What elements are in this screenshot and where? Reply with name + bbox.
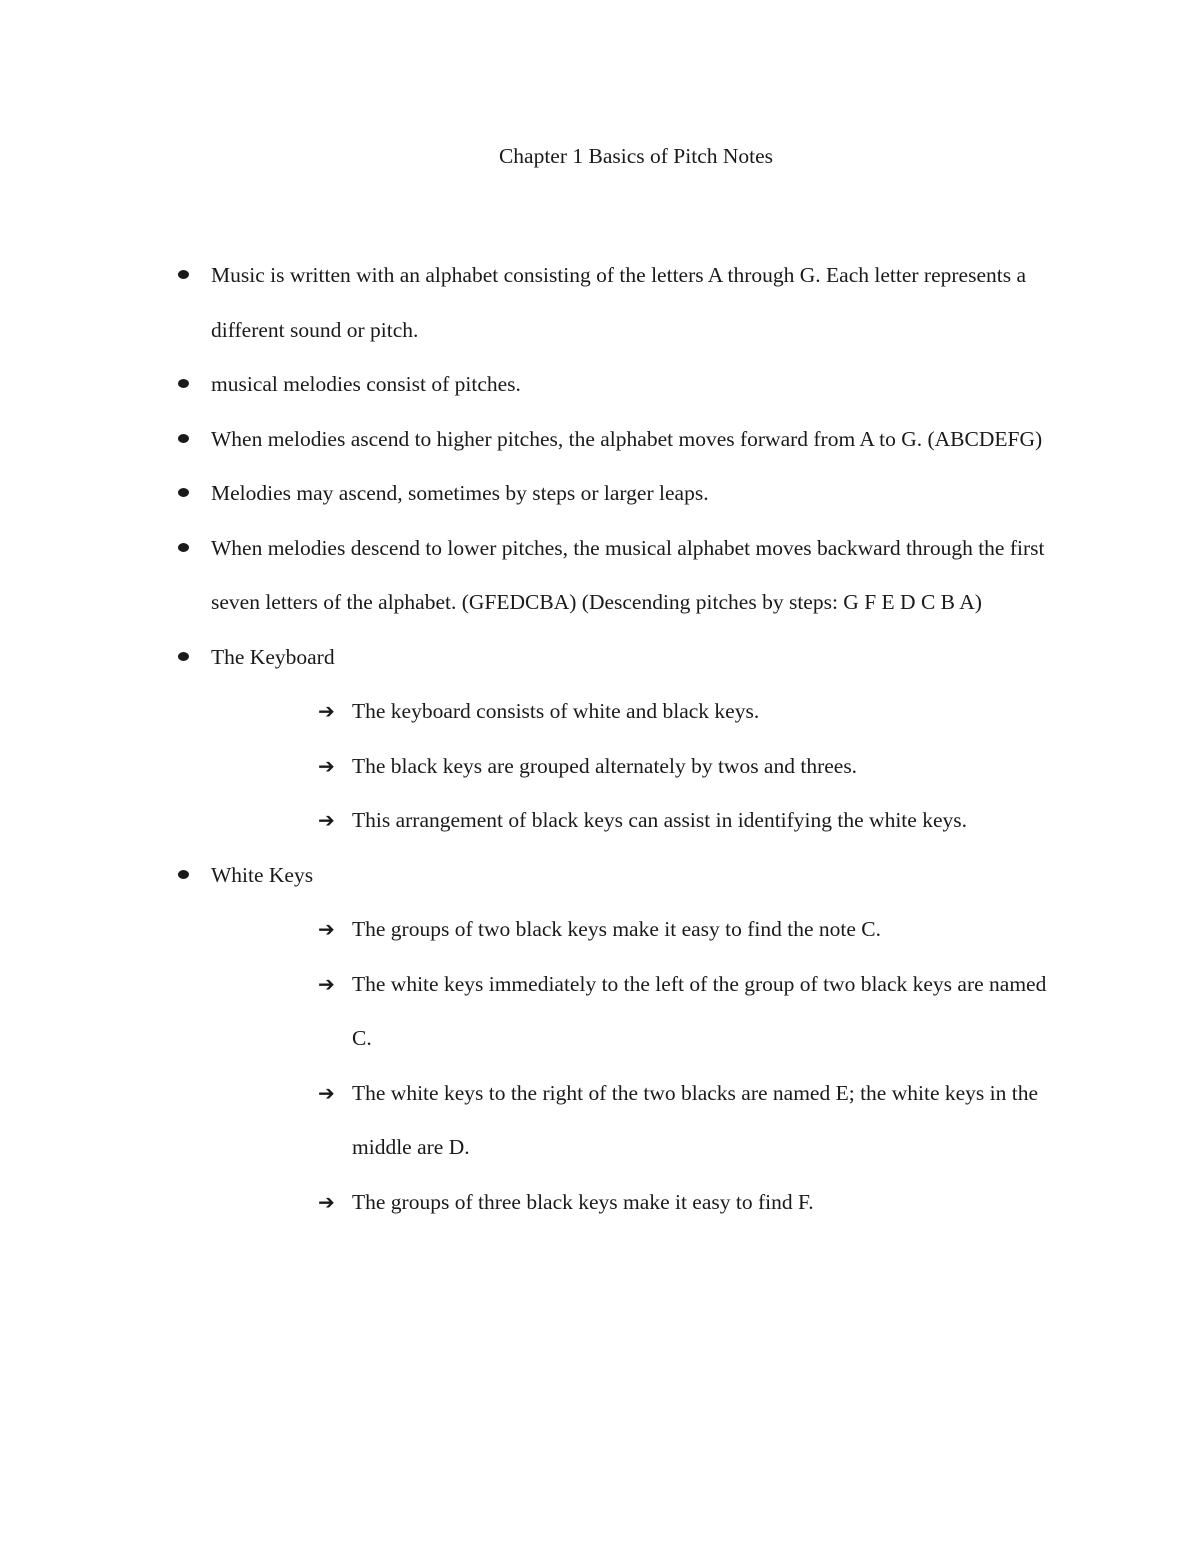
sub-list-item	[0, 793, 1062, 848]
list-item	[0, 357, 1061, 412]
list-item-text: musical melodies consist of pitches.	[211, 372, 521, 396]
list-item-text: Music is written with an alphabet consisting of the letters A through G. Each letter represents a different sound or pitch.	[211, 263, 1027, 342]
right-arrow-icon: ➔	[318, 1080, 335, 1105]
list-item	[0, 248, 1061, 357]
notes-list	[0, 248, 1200, 1229]
right-arrow-icon: ➔	[318, 1189, 335, 1214]
page-title: Chapter 1 Basics of Pitch Notes	[498, 144, 774, 168]
section-heading-keyboard: The Keyboard	[211, 644, 335, 669]
sub-list-item-text: The black keys are grouped alternately by twos and threes.	[352, 753, 858, 778]
bullet-icon	[178, 270, 189, 279]
right-arrow-icon: ➔	[318, 971, 335, 996]
list-item-text: Melodies may ascend, sometimes by steps or larger leaps.	[211, 481, 709, 505]
list-item	[0, 848, 1061, 903]
list-item	[0, 630, 1061, 685]
sub-list-item-text: The groups of two black keys make it easy to find the note C.	[352, 917, 882, 941]
sub-list-item	[0, 684, 1062, 739]
sub-list-item	[0, 1066, 1062, 1175]
bullet-icon	[178, 652, 189, 661]
bullet-icon	[178, 379, 189, 388]
sub-list-item	[0, 739, 1062, 794]
sub-list-item	[0, 957, 1062, 1066]
bullet-icon	[178, 434, 189, 443]
right-arrow-icon: ➔	[318, 917, 335, 941]
list-item	[0, 466, 1061, 521]
section-heading-white-keys: White Keys	[211, 862, 314, 887]
sub-list-item	[0, 1175, 1062, 1230]
sub-list-item-text: The keyboard consists of white and black keys.	[352, 699, 760, 723]
sub-list-item-text: The groups of three black keys make it easy to find F.	[352, 1189, 814, 1214]
list-item	[0, 521, 1061, 630]
right-arrow-icon: ➔	[318, 753, 335, 778]
bullet-icon	[178, 488, 189, 497]
sub-list-item-text: This arrangement of black keys can assist in identifying the white keys.	[352, 808, 967, 832]
bullet-icon	[178, 870, 189, 879]
list-item-text: When melodies ascend to higher pitches, the alphabet moves forward from A to G. (ABCDEFG)	[211, 426, 1043, 451]
bullet-icon	[178, 543, 189, 552]
list-item	[0, 412, 1061, 467]
right-arrow-icon: ➔	[318, 808, 335, 832]
right-arrow-icon: ➔	[318, 699, 335, 723]
list-item-text: When melodies descend to lower pitches, the musical alphabet moves backward through the first seven letters of the alphabet. (GFEDCBA) (Descending pitches by steps: G F E D C B A)	[211, 535, 1045, 614]
sub-list-item-text: The white keys to the right of the two blacks are named E; the white keys in the middle are D.	[352, 1080, 1039, 1159]
sub-list-item	[0, 902, 1062, 957]
sub-list-item-text: The white keys immediately to the left of the group of two black keys are named C.	[352, 971, 1047, 1050]
